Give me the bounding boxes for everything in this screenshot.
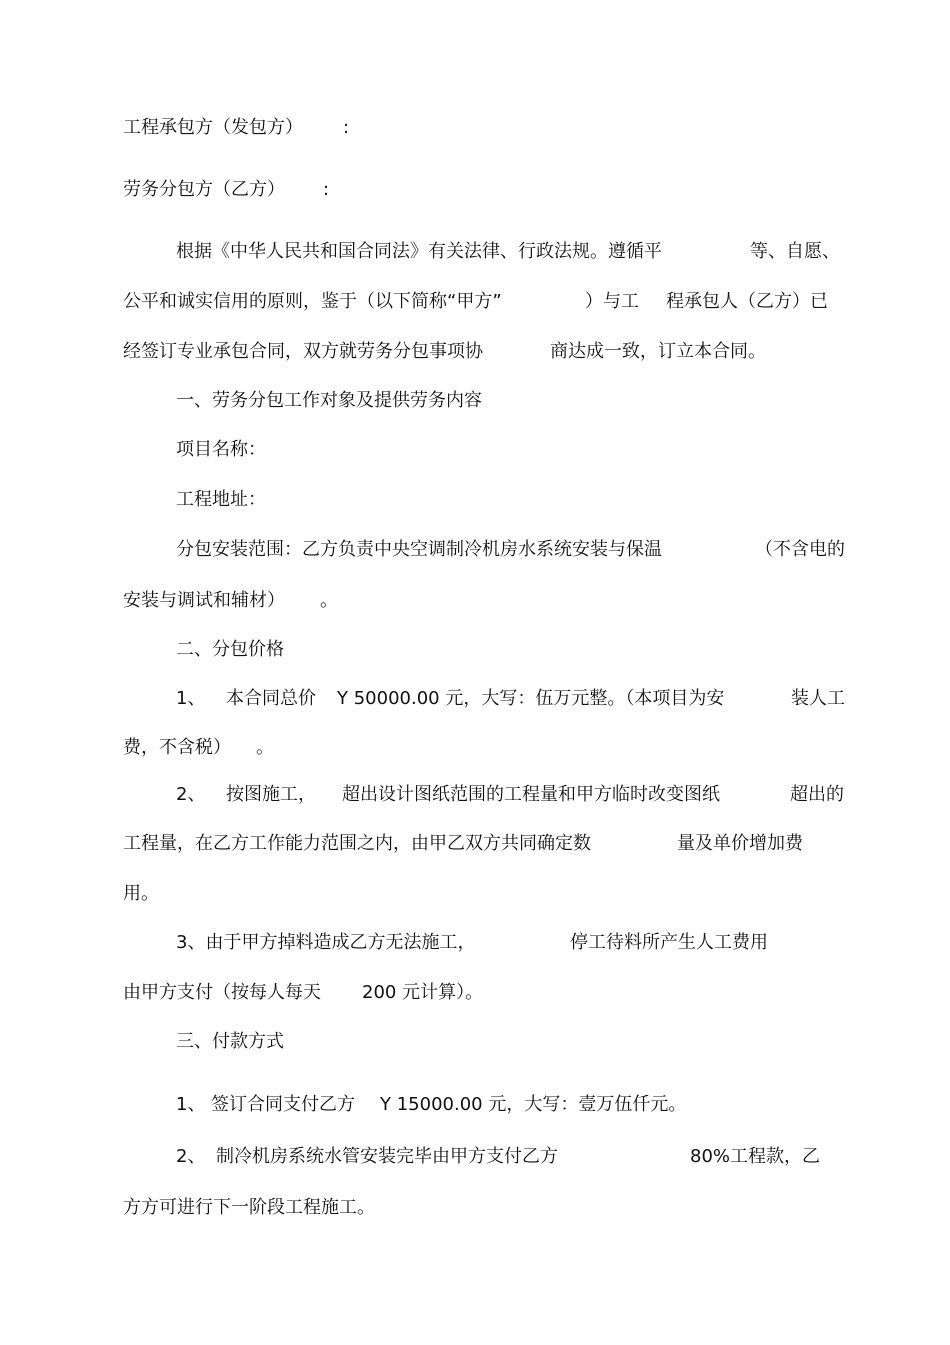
item-text: 费，不含税） [123,737,231,758]
project-address-label: 工程地址： [176,489,266,510]
item-number: 2、 [176,784,206,805]
item-number: 2、 [176,1146,206,1167]
item-text: 由甲方支付（按每人每天 [123,982,321,1003]
section-1-heading [0,387,950,415]
item-text: 用。 [123,883,159,904]
price-item-2-line-3 [0,880,950,908]
preamble-line-1 [0,238,950,266]
price-item-2-line-2 [0,830,950,858]
section-heading: 一、劳务分包工作对象及提供劳务内容 [176,390,482,411]
preamble-text: 等、自愿、 [750,241,840,262]
price-item-1-line-2 [0,734,950,762]
item-text: 200 元计算）。 [362,982,484,1003]
scope-text: 分包安装范围：乙方负责中央空调制冷机房水系统安装与保温 [176,539,662,560]
item-text: 超出的 [790,784,844,805]
item-text: 装人工 [791,688,845,709]
item-number: 1、 [176,1094,206,1115]
section-heading: 三、付款方式 [176,1031,284,1052]
item-text: Y 15000.00 元，大写：壹万伍仟元。 [380,1094,687,1115]
item-text: Y 50000.00 元，大写：伍万元整。（本项目为安 [337,688,725,709]
section-3-heading [0,1028,950,1056]
project-name-line [0,436,950,464]
party-b-label: 劳务分包方（乙方） [123,179,285,200]
scope-line-2 [0,587,950,615]
preamble-text: 公平和诚实信用的原则，鉴于（以下简称“甲方” [123,291,502,312]
party-b-line [0,176,950,204]
item-text: 超出设计图纸范围的工程量和甲方临时改变图纸 [342,784,720,805]
preamble-text: 程承包人（乙方）已 [666,291,828,312]
preamble-text: 根据《中华人民共和国合同法》有关法律、行政法规。遵循平 [176,241,662,262]
preamble-text: ）与工 [585,291,639,312]
section-heading: 二、分包价格 [176,639,284,660]
party-b-colon: : [323,179,330,200]
item-text: 。 [256,737,274,758]
price-item-3-line-1 [0,929,950,957]
project-address-line [0,486,950,514]
preamble-text: 商达成一致，订立本合同。 [550,341,766,362]
item-text: 3、由于甲方掉料造成乙方无法施工， [176,932,476,953]
section-2-heading [0,636,950,664]
price-item-1-line-1 [0,685,950,713]
party-a-line [0,114,950,142]
price-item-2-line-1 [0,781,950,809]
scope-text: （不含电的 [755,539,845,560]
item-number: 1、 [176,688,206,709]
item-text: 方方可进行下一阶段工程施工。 [123,1197,375,1218]
preamble-line-3 [0,338,950,366]
scope-text: 。 [320,590,338,611]
scope-line-1 [0,536,950,564]
item-text: 本合同总价 [226,688,316,709]
item-text: 量及单价增加费 [677,833,803,854]
item-text: 工程量，在乙方工作能力范围之内，由甲乙双方共同确定数 [123,833,591,854]
payment-item-2-line-2 [0,1194,950,1222]
preamble-text: 经签订专业承包合同，双方就劳务分包事项协 [123,341,483,362]
scope-text: 安装与调试和辅材） [123,590,285,611]
item-text: 停工待料所产生人工费用 [570,932,768,953]
payment-item-1 [0,1091,950,1119]
project-name-label: 项目名称： [176,439,266,460]
price-item-3-line-2 [0,979,950,1007]
item-text: 80%工程款，乙 [690,1146,821,1167]
preamble-line-2 [0,288,950,316]
item-text: 按图施工， [226,784,316,805]
payment-item-2-line-1 [0,1143,950,1171]
item-text: 签订合同支付乙方 [211,1094,355,1115]
party-a-label: 工程承包方（发包方） [123,117,303,138]
item-text: 制冷机房系统水管安装完毕由甲方支付乙方 [216,1146,558,1167]
party-a-colon: : [343,117,350,138]
